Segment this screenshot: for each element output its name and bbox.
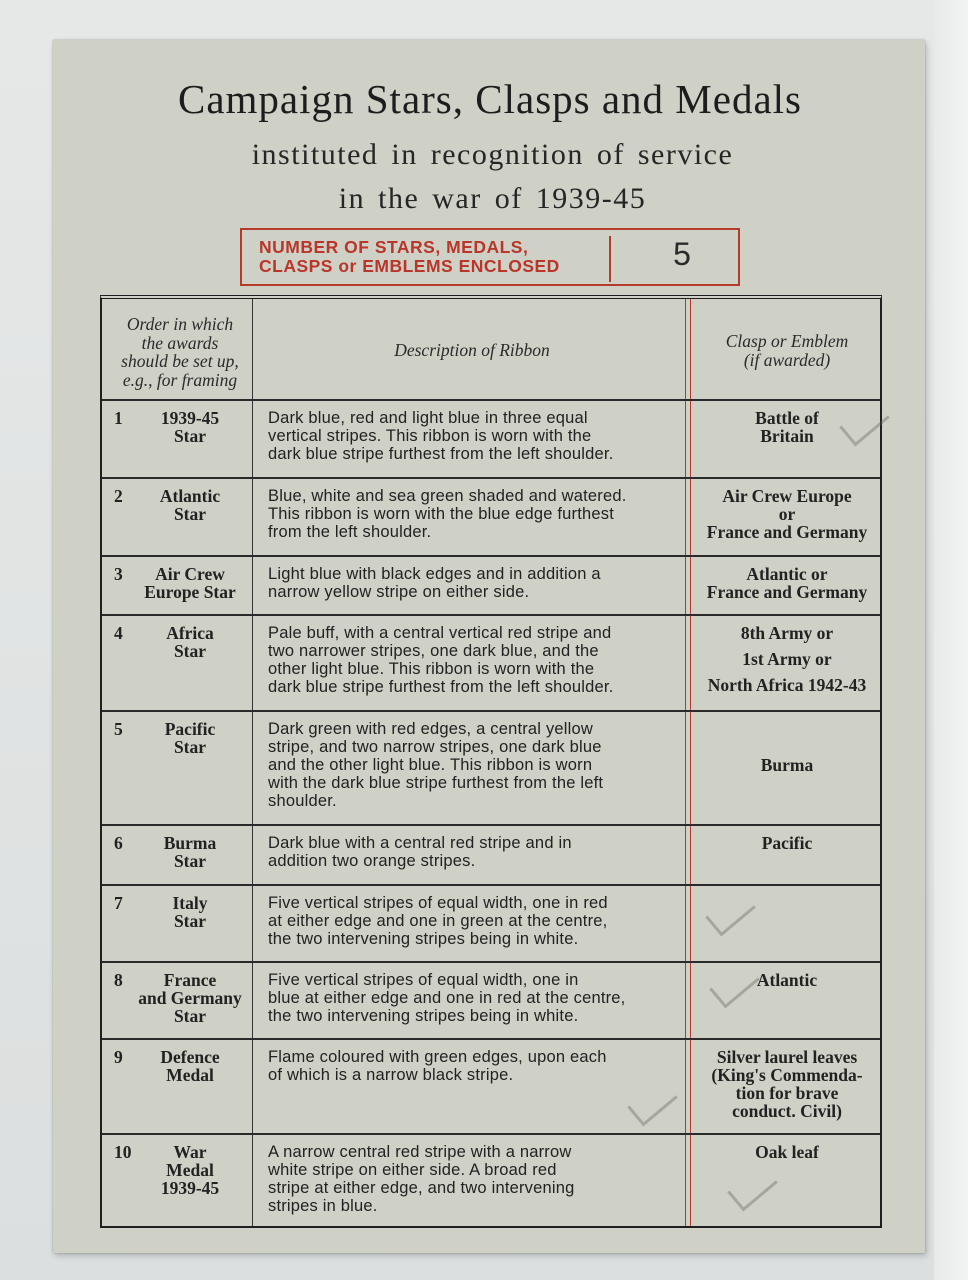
row-separator	[102, 884, 880, 886]
award-name-line: Africa	[166, 623, 214, 643]
document-subtitle-line-1: instituted in recognition of service	[251, 138, 734, 171]
award-name-line: Star	[173, 911, 207, 931]
count-value: 5	[673, 236, 691, 272]
award-number: 3	[114, 564, 123, 584]
award-name-line: and Germany	[138, 988, 242, 1008]
ribbon-description	[268, 487, 678, 541]
ribbon-description-line: stripe, and two narrow stripes, one dark blue	[268, 738, 602, 756]
header-clasp-line: Clasp or Emblem	[725, 331, 849, 351]
ribbon-description-line: Five vertical stripes of equal width, one in	[268, 971, 579, 989]
award-name	[132, 834, 248, 870]
award-name-line: 1939-45	[160, 1178, 220, 1198]
award-name-line: Italy	[172, 893, 208, 913]
ribbon-description-line: vertical stripes. This ribbon is worn with the	[268, 427, 592, 445]
ribbon-description	[268, 624, 678, 696]
ribbon-description-line: other light blue. This ribbon is worn with the	[268, 660, 595, 678]
ribbon-description	[268, 409, 678, 463]
ribbon-description-line: the two intervening stripes being in white.	[268, 1007, 579, 1025]
ribbon-description-line: the two intervening stripes being in white.	[268, 930, 579, 948]
ribbon-description-line: shoulder.	[268, 792, 337, 810]
ribbon-description-line: This ribbon is worn with the blue edge furthest	[268, 505, 614, 523]
clasp-emblem-line: Burma	[760, 755, 814, 775]
column-divider-order	[252, 299, 253, 1226]
row-separator	[102, 710, 880, 712]
document-title: Campaign Stars, Clasps and Medals	[177, 76, 803, 122]
ribbon-description-line: addition two orange stripes.	[268, 852, 476, 870]
column-divider-red-1	[685, 299, 686, 1226]
award-name-line: Star	[173, 737, 207, 757]
award-name-line: Defence	[160, 1047, 220, 1067]
count-divider	[609, 236, 611, 282]
ribbon-description-line: of which is a narrow black stripe.	[268, 1066, 514, 1084]
clasp-emblem	[692, 487, 882, 541]
ribbon-description-line: dark blue stripe furthest from the left shoulder.	[268, 445, 614, 463]
header-description: Description of Ribbon	[394, 340, 550, 360]
row-separator	[102, 614, 880, 616]
award-name-line: Air Crew	[155, 564, 225, 584]
award-name-line: Star	[173, 426, 207, 446]
award-name	[132, 971, 248, 1025]
clasp-emblem-line: tion for brave	[735, 1083, 839, 1103]
row-separator	[102, 1038, 880, 1040]
ribbon-description-line: Dark blue, red and light blue in three equal	[268, 409, 588, 427]
clasp-emblem	[692, 565, 882, 601]
clasp-emblem-line: Battle of	[755, 408, 819, 428]
clasp-emblem-line: 1st Army or	[742, 649, 832, 669]
award-number: 1	[114, 408, 123, 428]
awards-count-box	[240, 228, 740, 286]
clasp-emblem-line: 8th Army or	[740, 623, 834, 643]
award-name-line: Medal	[166, 1160, 214, 1180]
ribbon-description	[268, 720, 678, 810]
header-order-line: should be set up,	[121, 351, 239, 371]
clasp-emblem-line: North Africa 1942-43	[707, 675, 867, 695]
ribbon-description-line: from the left shoulder.	[268, 523, 432, 541]
clasp-emblem-line: or	[778, 504, 796, 524]
ribbon-description-line: narrow yellow stripe on either side.	[268, 583, 530, 601]
clasp-emblem-line: Silver laurel leaves	[716, 1047, 858, 1067]
ribbon-description	[268, 834, 678, 870]
award-name-line: Medal	[166, 1065, 214, 1085]
row-separator	[102, 555, 880, 557]
ribbon-description-line: at either edge and one in green at the centre,	[268, 912, 608, 930]
ribbon-description-line: Blue, white and sea green shaded and watered.	[268, 487, 627, 505]
clasp-emblem	[692, 1048, 882, 1120]
ribbon-description-line: white stripe on either side. A broad red	[268, 1161, 557, 1179]
ribbon-description	[268, 971, 678, 1025]
award-name	[132, 565, 248, 601]
award-name-line: 1939-45	[160, 408, 220, 428]
count-label-line-2: CLASPS or EMBLEMS ENCLOSED	[259, 256, 560, 276]
ribbon-description-line: Pale buff, with a central vertical red stripe and	[268, 624, 612, 642]
count-label-line-1: NUMBER OF STARS, MEDALS,	[259, 237, 529, 257]
award-number: 2	[114, 486, 123, 506]
awards-table	[100, 295, 882, 1228]
clasp-emblem-line: Britain	[760, 426, 814, 446]
clasp-emblem-line: (King's Commenda-	[711, 1065, 863, 1085]
award-name	[132, 1143, 248, 1197]
ribbon-description	[268, 565, 678, 601]
row-separator	[102, 477, 880, 479]
ribbon-description-line: dark blue stripe furthest from the left shoulder.	[268, 678, 614, 696]
award-name-line: Star	[173, 504, 207, 524]
row-separator	[102, 399, 880, 401]
clasp-emblem-line: France and Germany	[706, 582, 868, 602]
award-number: 8	[114, 970, 123, 990]
award-name-line: Pacific	[164, 719, 216, 739]
clasp-emblem	[692, 834, 882, 852]
header-order-line: e.g., for framing	[122, 369, 238, 390]
document-subtitle-line-2: in the war of 1939-45	[338, 182, 647, 215]
award-name	[132, 720, 248, 756]
ribbon-description-line: Dark green with red edges, a central yellow	[268, 720, 594, 738]
award-number: 9	[114, 1047, 123, 1067]
award-name	[132, 1048, 248, 1084]
award-name	[132, 894, 248, 930]
header-order-line: the awards	[141, 332, 219, 353]
ribbon-description-line: Light blue with black edges and in addition a	[268, 565, 601, 583]
award-name	[132, 409, 248, 445]
clasp-emblem-line: Atlantic or	[746, 564, 828, 584]
clasp-emblem-line: Air Crew Europe	[722, 486, 852, 506]
clasp-emblem	[692, 1143, 882, 1161]
clasp-emblem-line: Pacific	[761, 833, 813, 853]
award-number: 10	[114, 1142, 132, 1162]
award-name-line: France	[163, 970, 217, 990]
count-label	[259, 238, 609, 276]
header-order-line: Order in which	[126, 314, 234, 334]
award-name-line: Europe Star	[144, 582, 236, 602]
ribbon-description-line: Dark blue with a central red stripe and in	[268, 834, 572, 852]
award-name-line: Star	[173, 1006, 207, 1026]
header-clasp-line: (if awarded)	[743, 349, 831, 370]
clasp-emblem-line: France and Germany	[706, 522, 868, 542]
ribbon-description	[268, 894, 678, 948]
award-name-line: Burma	[163, 833, 217, 853]
clasp-emblem-line: Atlantic	[756, 970, 818, 990]
award-name-line: Atlantic	[159, 486, 221, 506]
clasp-emblem	[692, 756, 882, 774]
column-divider-red-2	[690, 299, 691, 1226]
row-separator	[102, 824, 880, 826]
ribbon-description-line: stripes in blue.	[268, 1197, 378, 1215]
ribbon-description-line: blue at either edge and one in red at the centre,	[268, 989, 626, 1007]
award-name-line: Star	[173, 641, 207, 661]
ribbon-description-line: A narrow central red stripe with a narrow	[268, 1143, 572, 1161]
award-number: 4	[114, 623, 123, 643]
award-name	[132, 487, 248, 523]
ribbon-description-line: and the other light blue. This ribbon is worn	[268, 756, 593, 774]
row-separator	[102, 1133, 880, 1135]
ribbon-description	[268, 1143, 678, 1215]
award-number: 7	[114, 893, 123, 913]
ribbon-description	[268, 1048, 678, 1084]
ribbon-description-line: two narrower stripes, one dark blue, and the	[268, 642, 599, 660]
ribbon-description-line: Flame coloured with green edges, upon each	[268, 1048, 607, 1066]
clasp-emblem-line: Oak leaf	[755, 1142, 819, 1162]
ribbon-description-line: Five vertical stripes of equal width, one in red	[268, 894, 608, 912]
header-order	[106, 315, 254, 389]
clasp-emblem-line: conduct. Civil)	[732, 1101, 842, 1121]
award-number: 6	[114, 833, 123, 853]
clasp-emblem	[692, 624, 882, 702]
row-separator	[102, 961, 880, 963]
ribbon-description-line: with the dark blue stripe furthest from the left	[268, 774, 604, 792]
award-name	[132, 624, 248, 660]
award-number: 5	[114, 719, 123, 739]
award-name-line: Star	[173, 851, 207, 871]
ribbon-description-line: stripe at either edge, and two intervening	[268, 1179, 575, 1197]
header-clasp	[694, 332, 880, 369]
award-name-line: War	[173, 1142, 207, 1162]
